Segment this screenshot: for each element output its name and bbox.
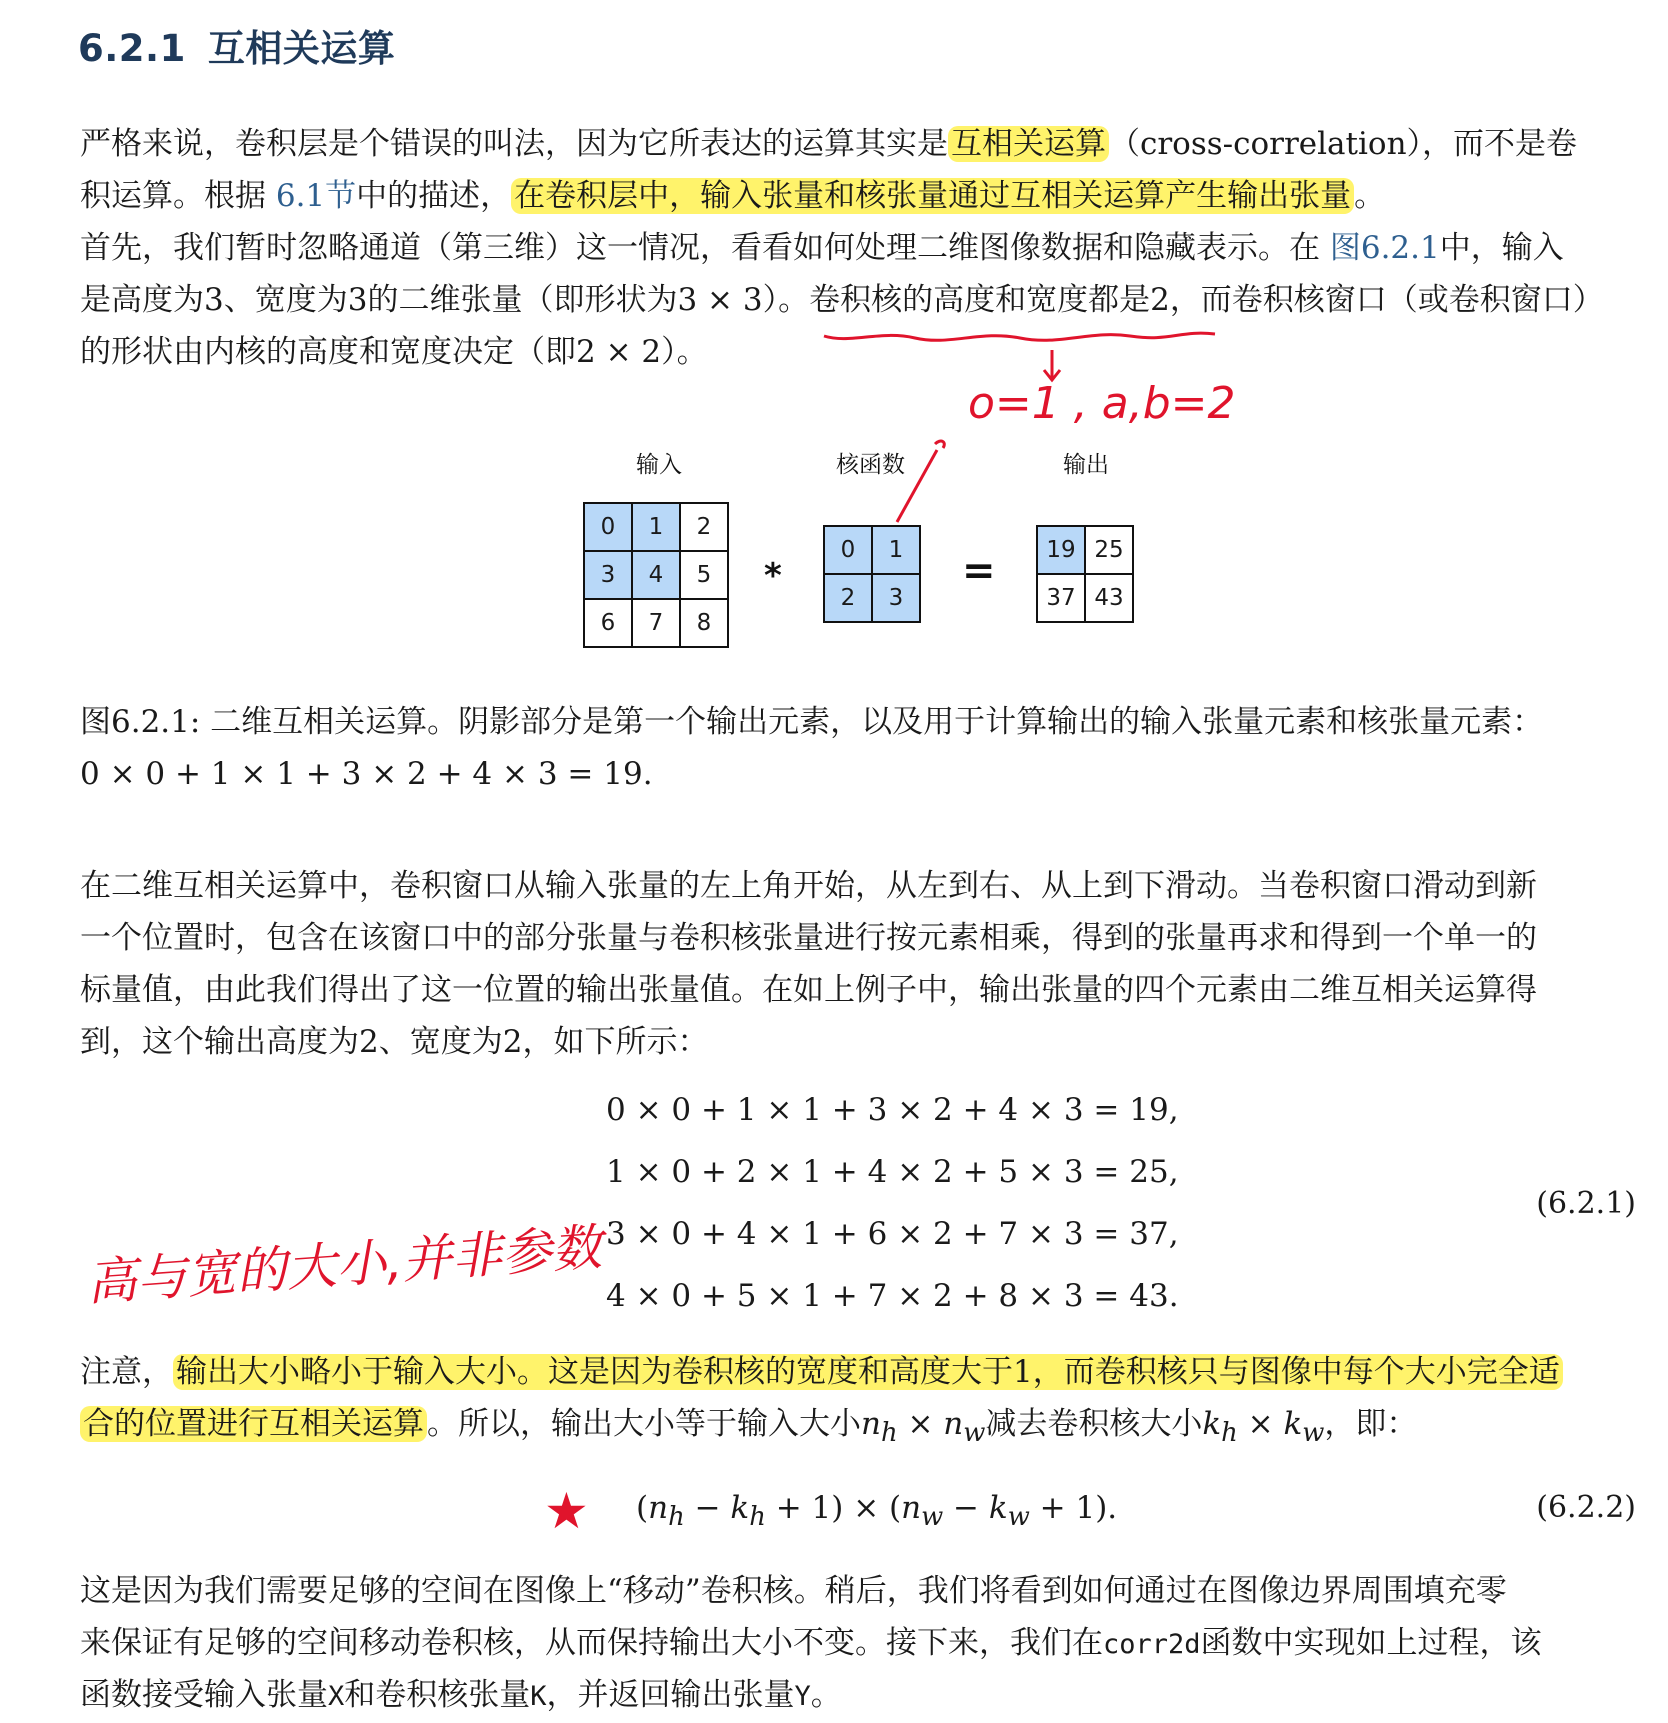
text: 中的描述， xyxy=(356,178,512,214)
text: 函数接受输入张量 xyxy=(80,1677,328,1713)
math-op: × xyxy=(1237,1406,1284,1442)
paragraph-note xyxy=(80,1346,1640,1450)
text: 注意， xyxy=(80,1354,173,1390)
text: 减去卷积核大小 xyxy=(985,1406,1203,1442)
code-inline: corr2d xyxy=(1103,1629,1201,1660)
paragraph-implementation xyxy=(80,1565,1640,1721)
caption-text: 图6.2.1: 二维互相关运算。阴影部分是第一个输出元素，以及用于计算输出的输入张量元素和核张量元素： xyxy=(80,704,1544,740)
text: 首先，我们暂时忽略通道（第三维）这一情况，看看如何处理二维图像数据和隐藏表示。在 xyxy=(80,230,1330,266)
equation-number: (6.2.2) xyxy=(1536,1490,1636,1525)
equation-line: 1 × 0 + 2 × 1 + 4 × 2 + 5 × 3 = 25, xyxy=(606,1154,1179,1190)
section-link[interactable]: 6.1节 xyxy=(275,178,357,214)
paragraph-sliding xyxy=(80,860,1640,1068)
math-var: k xyxy=(1202,1406,1222,1442)
highlight: 输出大小略小于输入大小。这是因为卷积核的宽度和高度大于1，而卷积核只与图像中每个大小完全适 xyxy=(173,1354,1563,1390)
caption-formula: 0 × 0 + 1 × 1 + 3 × 2 + 4 × 3 = 19. xyxy=(80,756,653,792)
matrix-cell: 6 xyxy=(584,599,632,647)
math-var: k xyxy=(1283,1406,1303,1442)
math-op: × xyxy=(897,1406,944,1442)
text: 函数中实现如上过程，该 xyxy=(1200,1625,1542,1661)
equals-sign: = xyxy=(962,548,996,594)
matrix-cell: 3 xyxy=(584,551,632,599)
text: 标量值，由此我们得出了这一位置的输出张量值。在如上例子中，输出张量的四个元素由二维互相关运算得 xyxy=(80,972,1537,1008)
text: 。 xyxy=(1354,178,1386,214)
matrix-cell: 19 xyxy=(1037,526,1085,574)
equation-line: 4 × 0 + 5 × 1 + 7 × 2 + 8 × 3 = 43. xyxy=(606,1278,1179,1314)
math-sub: h xyxy=(880,1418,898,1449)
matrix-cell: 5 xyxy=(680,551,728,599)
section-heading xyxy=(78,18,395,72)
text: ，而卷积核窗口（或卷积窗口） xyxy=(1169,282,1604,318)
text: 。所以，输出大小等于输入大小 xyxy=(427,1406,861,1442)
math-sub: w xyxy=(963,1418,986,1449)
output-matrix xyxy=(1036,525,1134,623)
equation-line: 3 × 0 + 4 × 1 + 6 × 2 + 7 × 3 = 37, xyxy=(606,1216,1179,1252)
section-number: 6.2.1 xyxy=(78,27,186,70)
text: 在二维互相关运算中，卷积窗口从输入张量的左上角开始，从左到右、从上到下滑动。当卷积窗口滑动到新 xyxy=(80,868,1537,904)
text: 一个位置时，包含在该窗口中的部分张量与卷积核张量进行按元素相乘，得到的张量再求和得到一个单一的 xyxy=(80,920,1537,956)
figure-link[interactable]: 图6.2.1 xyxy=(1329,230,1440,266)
math-var: n xyxy=(943,1406,964,1442)
text: 。 xyxy=(810,1677,842,1713)
text: 到，这个输出高度为2、宽度为2，如下所示： xyxy=(80,1024,709,1060)
matrix-cell: 0 xyxy=(584,503,632,551)
code-inline: Y xyxy=(794,1681,811,1712)
highlight: 合的位置进行互相关运算 xyxy=(80,1406,427,1442)
matrix-cell: 25 xyxy=(1085,526,1133,574)
kernel-label: 核函数 xyxy=(836,452,905,478)
matrix-cell: 1 xyxy=(632,503,680,551)
input-label: 输入 xyxy=(636,452,682,478)
matrix-cell: 7 xyxy=(632,599,680,647)
handwritten-arrow-annotation xyxy=(885,436,955,526)
matrix-cell: 43 xyxy=(1085,574,1133,622)
text: 来保证有足够的空间移动卷积核，从而保持输出大小不变。接下来，我们在 xyxy=(80,1625,1103,1661)
matrix-cell: 2 xyxy=(824,574,872,622)
matrix-cell: 0 xyxy=(824,526,872,574)
math-sub: h xyxy=(1221,1418,1238,1449)
equation-line: 0 × 0 + 1 × 1 + 3 × 2 + 4 × 3 = 19, xyxy=(606,1092,1179,1128)
text: 和卷积核张量 xyxy=(344,1677,531,1713)
text: 中，输入 xyxy=(1439,230,1564,266)
text: 积运算。根据 xyxy=(80,178,276,214)
text: 这是因为我们需要足够的空间在图像上“移动”卷积核。稍后，我们将看到如何通过在图像边界周围填充零 xyxy=(80,1573,1507,1609)
highlight: 互相关运算 xyxy=(948,126,1109,162)
paragraph-intro xyxy=(80,118,1640,222)
text: ，并返回输出张量 xyxy=(546,1677,795,1713)
text: 的形状由内核的高度和宽度决定（即2 × 2）。 xyxy=(80,334,708,370)
highlight: 在卷积层中，输入张量和核张量通过互相关运算产生输出张量 xyxy=(511,178,1354,214)
matrix-cell: 2 xyxy=(680,503,728,551)
matrix-cell: 3 xyxy=(872,574,920,622)
matrix-cell: 8 xyxy=(680,599,728,647)
formula-annotation: o=1 , a,b=2 xyxy=(968,378,1236,429)
kernel-matrix xyxy=(823,525,921,623)
input-matrix xyxy=(583,502,729,648)
matrix-cell: 4 xyxy=(632,551,680,599)
matrix-cell: 37 xyxy=(1037,574,1085,622)
matrix-cell: 1 xyxy=(872,526,920,574)
text: 是高度为3、宽度为3的二维张量（即形状为3 × 3）。 xyxy=(80,282,810,318)
text: （cross-correlation），而不是卷 xyxy=(1109,126,1578,162)
code-inline: K xyxy=(530,1681,547,1712)
figure-caption xyxy=(80,696,1640,800)
convolution-operator: * xyxy=(764,556,782,596)
output-label: 输出 xyxy=(1063,452,1109,478)
underlined-text: 卷积核的高度和宽度都是2 xyxy=(809,282,1170,318)
equation-formula: $(n_h - k_h + 1) \times (n_w - k_w + 1)$. xyxy=(636,1490,1118,1533)
text: 严格来说，卷积层是个错误的叫法，因为它所表达的运算其实是 xyxy=(80,126,948,162)
math-sub: w xyxy=(1302,1418,1325,1449)
star-annotation: ★ xyxy=(544,1482,589,1540)
code-inline: X xyxy=(328,1681,345,1712)
section-title: 互相关运算 xyxy=(207,27,396,70)
equation-number: (6.2.1) xyxy=(1536,1186,1636,1221)
math-var: n xyxy=(861,1406,881,1442)
text: ，即： xyxy=(1324,1406,1418,1442)
handwritten-side-note: 高与宽的大小,并非参数 xyxy=(84,1218,604,1312)
